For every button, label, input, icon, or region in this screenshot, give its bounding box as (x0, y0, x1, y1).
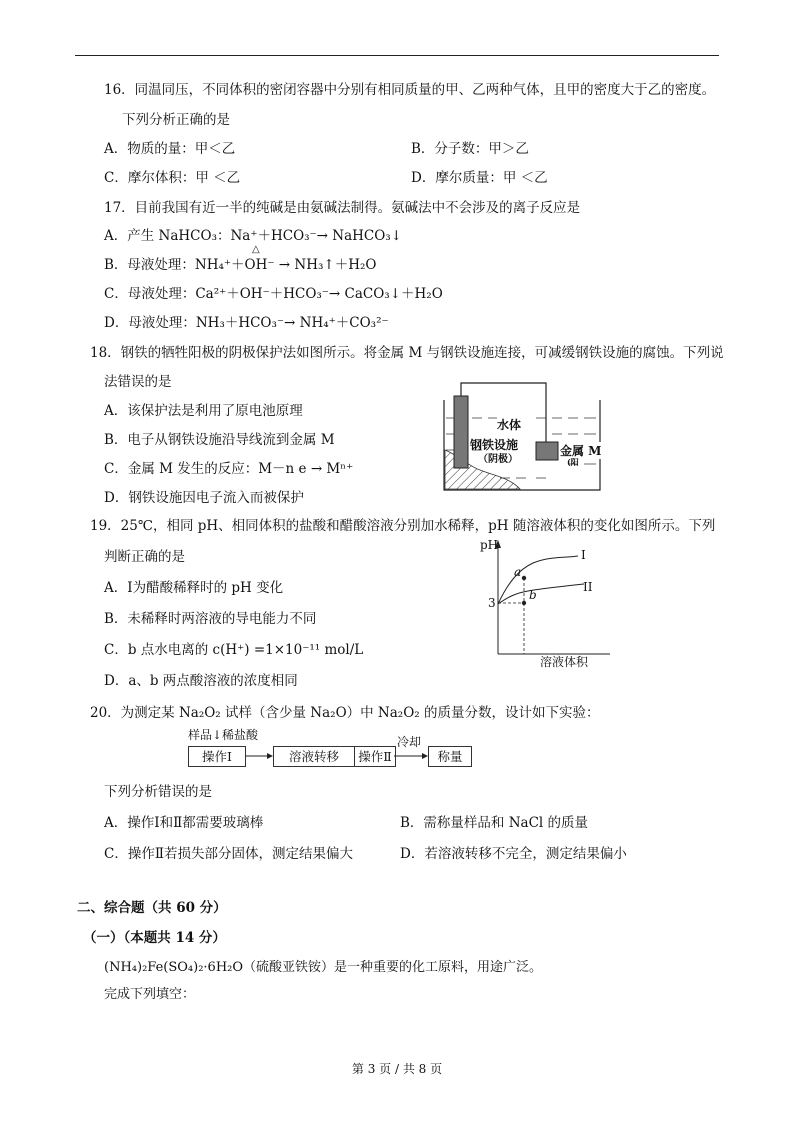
point-a-label: a (514, 565, 522, 579)
q19-stem: 19．25℃，相同 pH、相同体积的盐酸和醋酸溶液分别加水稀释，pH 随溶液体积的变化如图所示。下列 (90, 518, 716, 534)
q19-option-d: D．a、b 两点酸溶液的浓度相同 (104, 673, 298, 689)
q18-stem2: 法错误的是 (104, 374, 172, 390)
q16-option-d: D．摩尔质量：甲 ＜乙 (411, 170, 548, 186)
q19-option-b: B．未稀释时两溶液的导电能力不同 (104, 611, 317, 627)
q17-option-d: D．母液处理：NH₃＋HCO₃⁻→ NH₄⁺＋CO₃²⁻ (104, 315, 389, 331)
flow-step-weigh: 称量 (428, 746, 472, 767)
flow-step-op2: 操作Ⅱ (354, 746, 396, 767)
point-b-label: b (529, 588, 537, 602)
section2-intro: (NH₄)₂Fe(SO₄)₂·6H₂O（硫酸亚铁铵）是一种重要的化工原料，用途广泛。 (104, 960, 543, 975)
ph-dilution-figure (478, 538, 618, 670)
q16-option-b: B．分子数：甲＞乙 (411, 141, 529, 157)
flow-arrows (244, 750, 434, 762)
q20-option-c: C．操作Ⅱ若损失部分固体，测定结果偏大 (104, 846, 354, 862)
q16-stem2: 下列分析正确的是 (122, 112, 230, 128)
q16-option-c: C．摩尔体积：甲 ＜乙 (104, 170, 241, 186)
q18-option-d: D．钢铁设施因电子流入而被保护 (104, 490, 304, 506)
point-a (522, 576, 526, 580)
section2-instruction: 完成下列填空： (104, 987, 196, 1002)
point-b (522, 601, 526, 605)
flow-cool-label: 冷却 (397, 735, 422, 749)
heat-symbol: △ (252, 244, 260, 255)
q20-option-a: A．操作Ⅰ和Ⅱ都需要玻璃棒 (104, 815, 264, 831)
section2-part1: （一）（本题共 14 分） (83, 930, 226, 946)
ph-tick-3: 3 (488, 596, 496, 610)
fig-steel-label: 钢铁设施 (470, 438, 519, 452)
flow-step-transfer: 溶液转移 (273, 746, 355, 767)
fig-metal-label: 金属 M (560, 444, 602, 458)
q16-option-a: A．物质的量：甲＜乙 (104, 141, 236, 157)
fig-water-label: 水体 (497, 418, 522, 432)
q17-stem: 17．目前我国有近一半的纯碱是由氨碱法制得。氨碱法中不会涉及的离子反应是 (104, 200, 581, 216)
q16-stem: 16．同温同压，不同体积的密闭容器中分别有相同质量的甲、乙两种气体，且甲的密度大于乙的密度。 (104, 82, 716, 98)
fig-cathode-label: （阴极） (478, 454, 518, 465)
q20-stem: 20．为测定某 Na₂O₂ 试样（含少量 Na₂O）中 Na₂O₂ 的质量分数，设计如下实验： (90, 705, 600, 721)
q20-option-d: D．若溶液转移不完全，测定结果偏小 (400, 846, 627, 862)
q18-option-c: C．金属 M 发生的反应：M－n e → Mⁿ⁺ (104, 461, 354, 477)
metal-m-block (536, 442, 558, 460)
y-axis-label: pH (480, 538, 499, 552)
q18-stem: 18．钢铁的牺牲阳极的阴极保护法如图所示。将金属 M 与钢铁设施连接，可减缓钢铁设施的腐蚀。下列说 (90, 345, 724, 361)
q18-option-a: A．该保护法是利用了原电池原理 (104, 403, 303, 419)
curve-ii (498, 584, 584, 604)
x-axis-label: 溶液体积 (540, 655, 589, 669)
page-footer: 第 3 页 / 共 8 页 (351, 1062, 443, 1076)
cathodic-protection-figure (440, 378, 610, 493)
q20-option-b: B．需称量样品和 NaCl 的质量 (400, 815, 589, 831)
fig-metal-sub-label: (阳 (567, 457, 579, 467)
curve-ii-label: II (583, 580, 593, 594)
connecting-wire (461, 383, 546, 444)
section2-title: 二、综合题（共 60 分） (77, 900, 227, 916)
q19-option-c: C．b 点水电离的 c(H⁺) =1×10⁻¹¹ mol/L (104, 642, 364, 658)
q19-stem2: 判断正确的是 (104, 549, 185, 565)
flow-input-label: 样品↓稀盐酸 (188, 728, 259, 742)
q17-option-c: C．母液处理：Ca²⁺＋OH⁻＋HCO₃⁻→ CaCO₃↓＋H₂O (104, 286, 443, 302)
header-rule (75, 55, 719, 56)
q17-option-a: A．产生 NaHCO₃：Na⁺＋HCO₃⁻→ NaHCO₃↓ (104, 228, 403, 244)
curve-i-label: I (581, 548, 586, 562)
q18-option-b: B．电子从钢铁设施沿导线流到金属 M (104, 432, 335, 448)
flow-step-op1: 操作Ⅰ (188, 746, 246, 767)
q19-option-a: A．Ⅰ为醋酸稀释时的 pH 变化 (104, 580, 284, 596)
q20-stem2: 下列分析错误的是 (104, 784, 212, 800)
steel-structure (454, 396, 468, 468)
q17-option-b: B．母液处理：NH₄⁺＋OH⁻ → NH₃↑＋H₂O (104, 257, 377, 273)
